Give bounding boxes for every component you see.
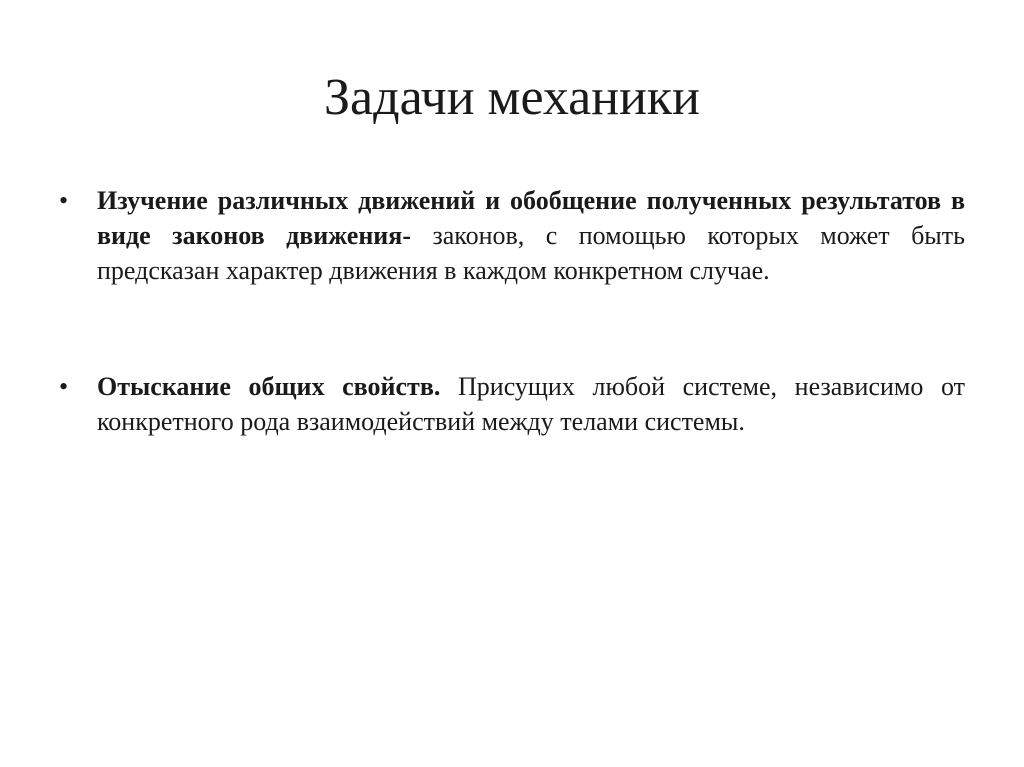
bullet-regular-text: законов, с помощью которых может быть предсказан характер движения в каждом конкретном случае. bbox=[97, 221, 965, 285]
bullet-dot-icon: • bbox=[59, 372, 69, 401]
bullet-item bbox=[59, 183, 965, 288]
bullet-text bbox=[97, 183, 965, 288]
bullet-item bbox=[59, 369, 966, 439]
bullet-text bbox=[97, 369, 965, 439]
bullet-dot-icon: • bbox=[59, 186, 69, 215]
bullet-bold-text: Изучение различных движений и обобщение полученных результатов в виде законов движения- bbox=[97, 186, 965, 250]
bullet-bold-text: Отыскание общих свойств. bbox=[97, 372, 441, 401]
slide-title: Задачи механики bbox=[323, 69, 700, 126]
bullet-regular-text: Присущих любой системе, независимо от конкретного рода взаимодействий между телами системы. bbox=[97, 372, 966, 436]
